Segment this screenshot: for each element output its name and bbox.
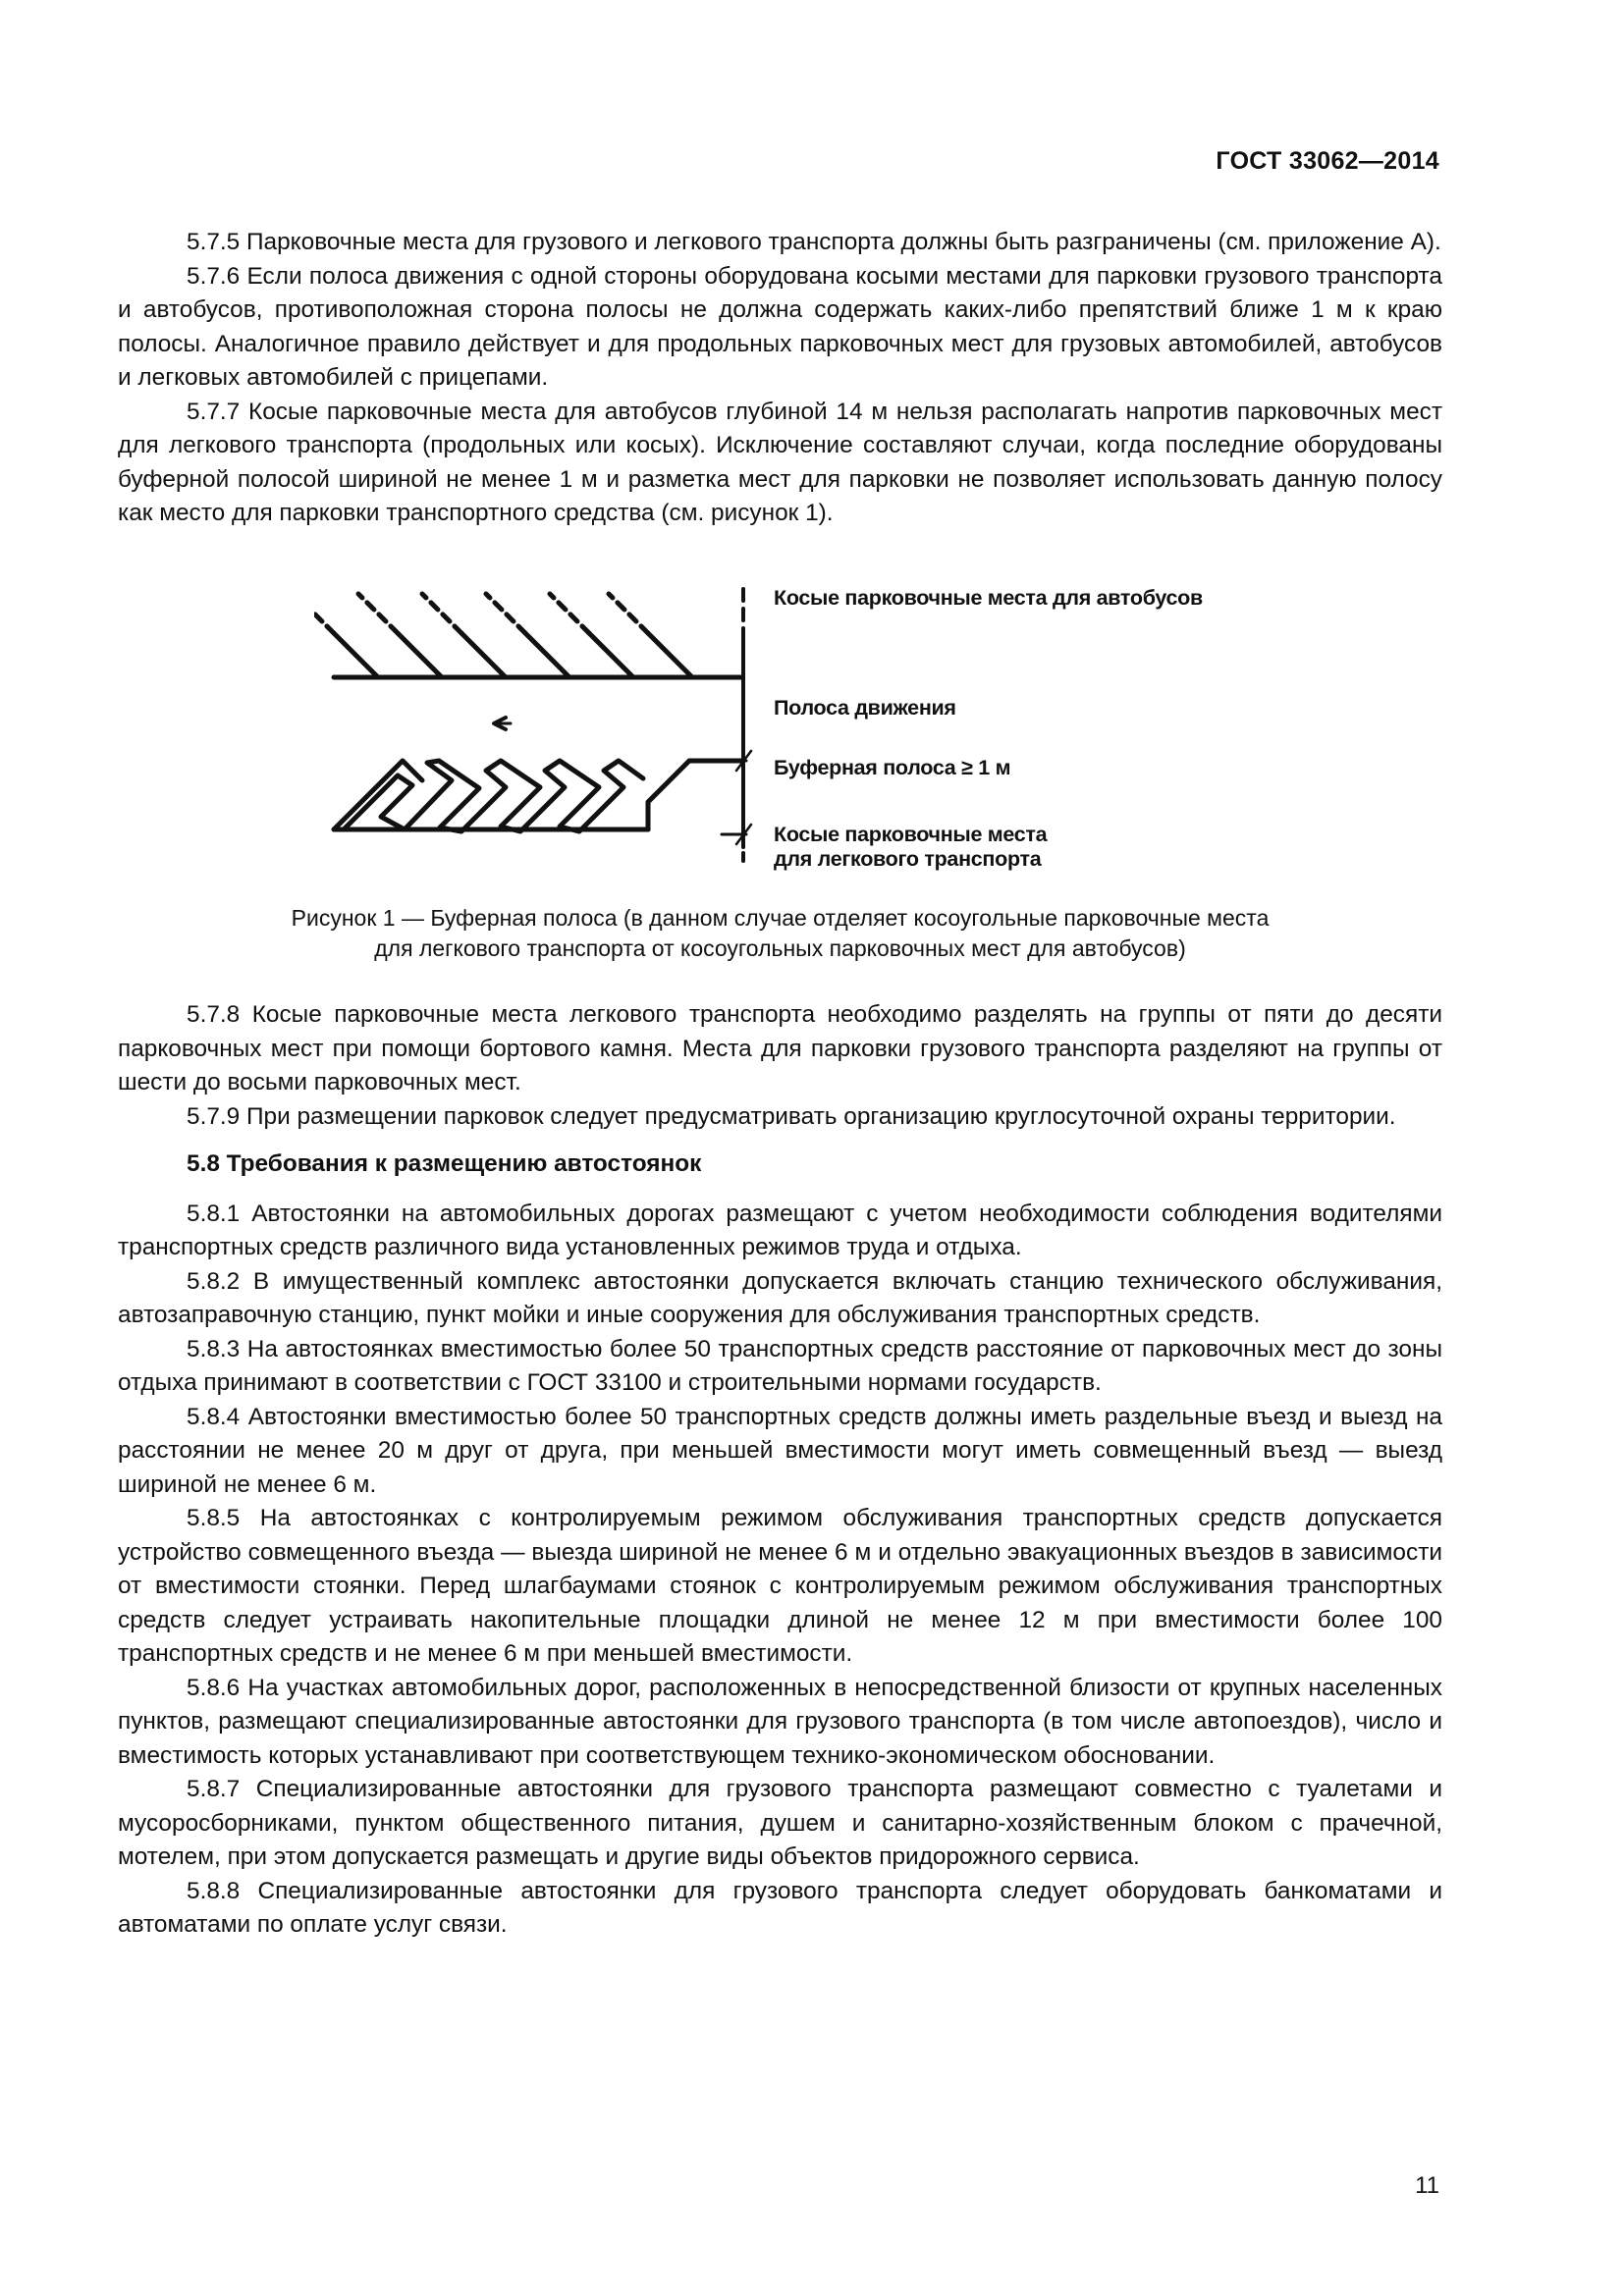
paragraph-5-7-6: 5.7.6 Если полоса движения с одной стороны оборудована косыми местами для парковки грузового транспорта и автобусов, противоположная сторона полосы не должна содержать каких-либо препятствий ближе 1 м к краю полосы. Аналогичное правило действует и для продольных парковочных мест для грузовых автомобилей, автобусов и легковых автомобилей с прицепами. <box>118 262 1442 391</box>
paragraph-5-8-1: 5.8.1 Автостоянки на автомобильных дорогах размещают с учетом необходимости соблюдения водителями транспортных средств различного вида установленных режимов труда и отдыха. <box>118 1200 1442 1260</box>
section-heading-5-8: 5.8 Требования к размещению автостоянок <box>187 1150 702 1177</box>
paragraph-5-8-2: 5.8.2 В имущественный комплекс автостоянки допускается включать станцию технического обслуживания, автозаправочную станцию, пункт мойки и иные сооружения для обслуживания транспортных средств. <box>118 1267 1442 1328</box>
document-number: ГОСТ 33062—2014 <box>1216 147 1439 175</box>
page-number: 11 <box>1415 2172 1439 2199</box>
figure-caption <box>118 903 1442 964</box>
text-block-bottom <box>118 998 1442 1943</box>
paragraph-5-8-6: 5.8.6 На участках автомобильных дорог, расположенных в непосредственной близости от крупных населенных пунктов, размещают специализированные автостоянки для грузового транспорта (в том числе автопоездов), число и вместимость которых устанавливают при соответствующем технико-экономическом обосновании. <box>118 1674 1442 1769</box>
label-bus-spots: Косые парковочные места для автобусов <box>774 586 1203 610</box>
figure-1-buffer-lane <box>314 584 1296 888</box>
paragraph-5-7-9: 5.7.9 При размещении парковок следует предусматривать организацию круглосуточной охраны территории. <box>187 1102 1396 1130</box>
figure-caption-line2: для легкового транспорта от косоугольных парковочных мест для автобусов) <box>374 935 1186 961</box>
paragraph-5-8-8: 5.8.8 Специализированные автостоянки для грузового транспорта следует оборудовать банкоматами и автоматами по оплате услуг связи. <box>118 1877 1442 1938</box>
figure-caption-line1: Рисунок 1 — Буферная полоса (в данном случае отделяет косоугольные парковочные места <box>291 905 1270 931</box>
text-block-top <box>118 226 1442 531</box>
paragraph-5-7-8: 5.7.8 Косые парковочные места легкового транспорта необходимо разделять на группы от пяти до десяти парковочных мест при помощи бортового камня. Места для парковки грузового транспорта разделяют на группы от шести до восьми парковочных мест. <box>118 1001 1442 1095</box>
paragraph-5-7-5: 5.7.5 Парковочные места для грузового и легкового транспорта должны быть разграничены (см. приложение А). <box>187 229 1441 255</box>
car-spot-stalls <box>334 761 648 831</box>
label-buffer-lane: Буферная полоса ≥ 1 м <box>774 756 1011 779</box>
paragraph-5-8-7: 5.8.7 Специализированные автостоянки для грузового транспорта размещают совместно с туалетами и мусоросборниками, пунктом общественного питания, душем и санитарно-хозяйственным блоком с прачечной, мотелем, при этом допускается размещать и другие виды объектов придорожного сервиса. <box>118 1776 1442 1870</box>
buffer-lane-contour <box>334 761 741 829</box>
paragraph-5-8-3: 5.8.3 На автостоянках вместимостью более 50 транспортных средств расстояние от парковочных мест до зоны отдыха принимают в соответствии с ГОСТ 33100 и строительными нормами государств. <box>118 1335 1442 1396</box>
label-traffic-lane: Полоса движения <box>774 696 956 720</box>
label-car-spots-line1: Косые парковочные места <box>774 823 1048 846</box>
label-car-spots-line2: для легкового транспорта <box>774 847 1042 871</box>
paragraph-5-8-4: 5.8.4 Автостоянки вместимостью более 50 транспортных средств должны иметь раздельные въезд и выезд на расстоянии не менее 20 м друг от друга, при меньшей вместимости могут иметь совмещенный въезд — выезд шириной не менее 6 м. <box>118 1403 1442 1498</box>
paragraph-5-7-7: 5.7.7 Косые парковочные места для автобусов глубиной 14 м нельзя располагать напротив парковочных мест для легкового транспорта (продольных или косых). Исключение составляют случаи, когда последние оборудованы буферной полосой шириной не менее 1 м и разметка мест для парковки не позволяет использовать данную полосу как место для парковки транспортного средства (см. рисунок 1). <box>118 398 1442 526</box>
bus-spot-dividers <box>314 594 692 677</box>
paragraph-5-8-5: 5.8.5 На автостоянках с контролируемым режимом обслуживания транспортных средств допускается устройство совмещенного въезда — выезда шириной не менее 6 м и отдельно эвакуационных въездов в зависимости от вместимости стоянки. Перед шлагбаумами стоянок с контролируемым режимом обслуживания транспортных средств следует устраивать накопительные площадки длиной не менее 12 м при вместимости более 100 транспортных средств и не менее 6 м при меньшей вместимости. <box>118 1505 1442 1667</box>
